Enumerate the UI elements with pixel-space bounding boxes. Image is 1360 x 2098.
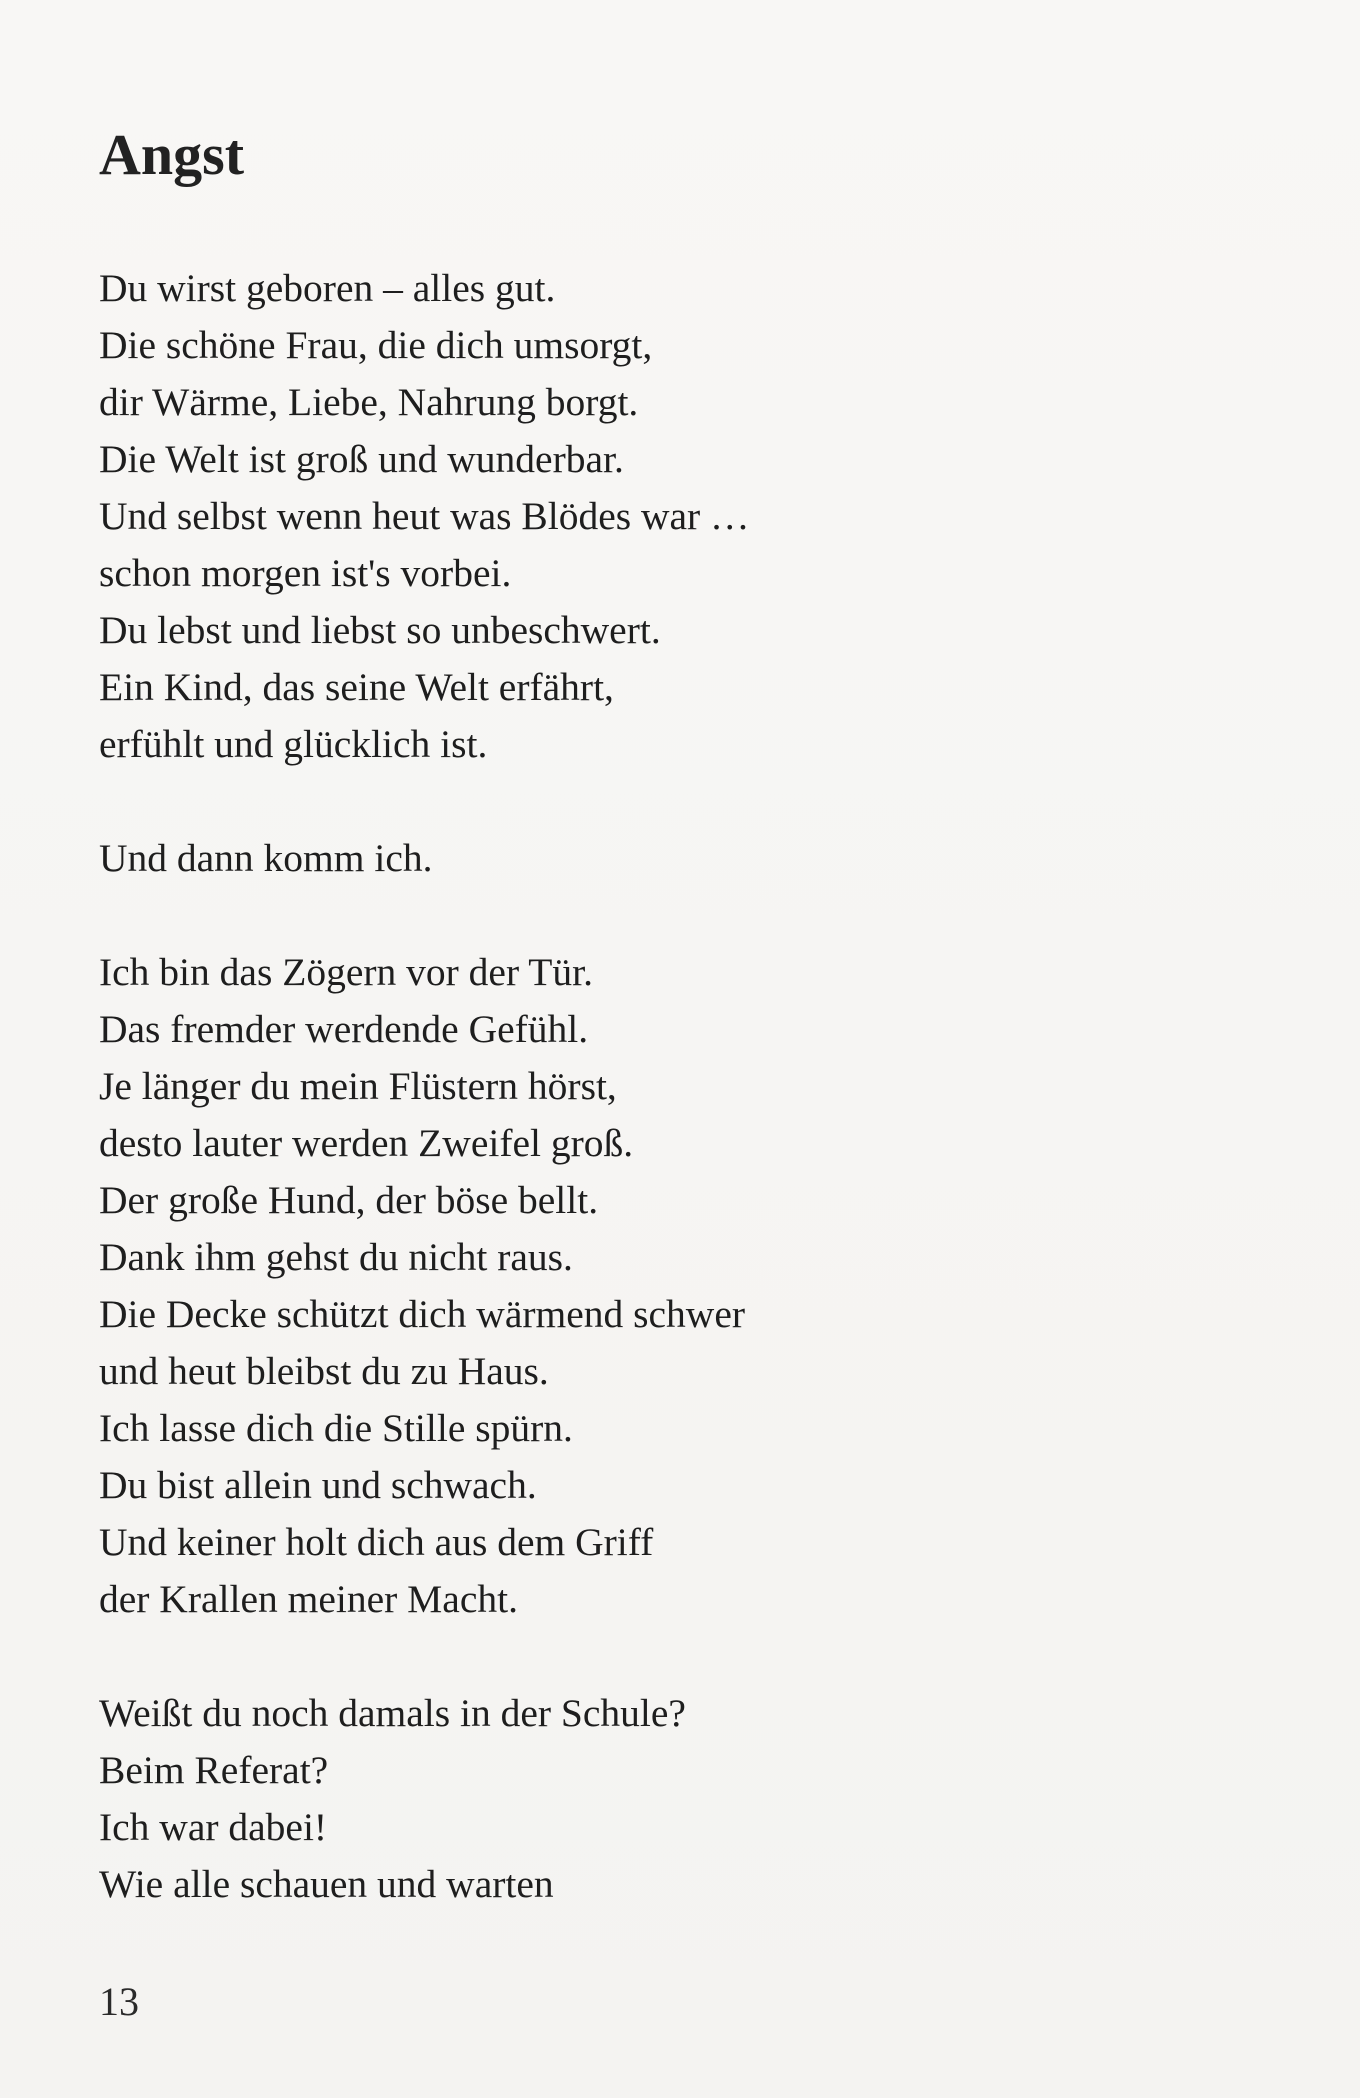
poem-line: Ich war dabei! <box>99 1805 328 1849</box>
poem-line: Das fremder werdende Gefühl. <box>99 1007 589 1051</box>
poem-line: Weißt du noch damals in der Schule? <box>99 1691 686 1735</box>
poem-line: desto lauter werden Zweifel groß. <box>99 1121 634 1165</box>
poem-line: der Krallen meiner Macht. <box>99 1577 518 1621</box>
poem-line: Du wirst geboren – alles gut. <box>99 266 556 310</box>
poem-line: Dank ihm gehst du nicht raus. <box>99 1235 573 1279</box>
page-number: 13 <box>99 1979 139 2024</box>
stanza-gap <box>99 887 1199 944</box>
poem-line: Wie alle schauen und warten <box>99 1862 554 1906</box>
poem-body <box>99 260 1199 1913</box>
poem-line: Ich lasse dich die Stille spürn. <box>99 1406 573 1450</box>
stanza-3 <box>99 944 1199 1628</box>
stanza-gap <box>99 773 1199 830</box>
poem-line: Die Decke schützt dich wärmend schwer <box>99 1292 746 1336</box>
stanza-2 <box>99 830 1199 887</box>
poem-line: dir Wärme, Liebe, Nahrung borgt. <box>99 380 639 424</box>
poem-line: Und dann komm ich. <box>99 836 433 880</box>
poem-line: Je länger du mein Flüstern hörst, <box>99 1064 617 1108</box>
poem-line: Und keiner holt dich aus dem Griff <box>99 1520 654 1564</box>
poem-line: Beim Referat? <box>99 1748 329 1792</box>
stanza-4 <box>99 1685 1199 1913</box>
poem-line: Du lebst und liebst so unbeschwert. <box>99 608 661 652</box>
poem-line: Die schöne Frau, die dich umsorgt, <box>99 323 653 367</box>
poem-line: Und selbst wenn heut was Blödes war … <box>99 494 750 538</box>
poem-line: schon morgen ist's vorbei. <box>99 551 512 595</box>
poem-line: Ein Kind, das seine Welt erfährt, <box>99 665 614 709</box>
poem-line: Ich bin das Zögern vor der Tür. <box>99 950 593 994</box>
stanza-gap <box>99 1628 1199 1685</box>
poem-line: Die Welt ist groß und wunderbar. <box>99 437 624 481</box>
poem-line: Du bist allein und schwach. <box>99 1463 537 1507</box>
poem-line: und heut bleibst du zu Haus. <box>99 1349 549 1393</box>
poem-line: Der große Hund, der böse bellt. <box>99 1178 599 1222</box>
poem-line: erfühlt und glücklich ist. <box>99 722 488 766</box>
poem-title: Angst <box>99 122 245 187</box>
stanza-1 <box>99 260 1199 773</box>
